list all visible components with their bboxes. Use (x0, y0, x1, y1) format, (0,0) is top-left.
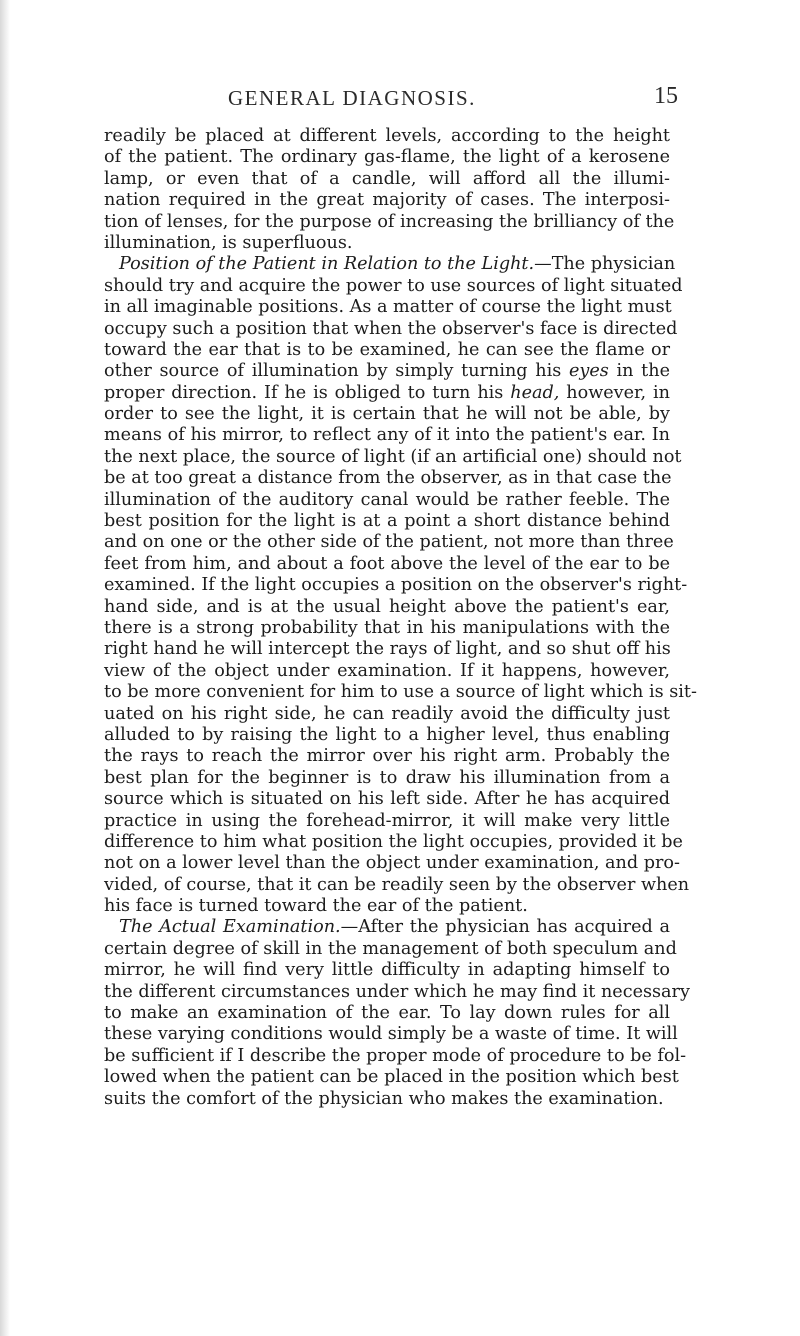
text-segment: proper direction. If he is obliged to turn his (104, 382, 511, 403)
text-segment: uated on his right side, he can readily avoid the difficulty just (104, 703, 670, 724)
text-line (104, 896, 670, 917)
text-segment: not on a lower level than the object under examination, and pro- (104, 853, 680, 874)
text-line (104, 917, 670, 938)
text-segment: mirror, he will find very little difficulty in adapting himself to (104, 960, 670, 981)
text-line (104, 297, 670, 318)
text-segment: tion of lenses, for the purpose of increasing the brilliancy of the (104, 211, 675, 232)
text-line (104, 768, 670, 789)
text-line (104, 704, 670, 725)
text-line (104, 211, 675, 233)
text-line (104, 1045, 687, 1067)
text-line (104, 575, 688, 596)
text-segment: view of the object under examination. If it happens, however, (104, 660, 670, 681)
text-segment: illumination of the auditory canal would be rather feeble. The (104, 489, 670, 510)
text-segment: be sufficient if I describe the proper mode of procedure to be fol- (104, 1045, 687, 1066)
text-segment: feet from him, and about a foot above the level of the ear to be (104, 553, 670, 574)
text-segment: —The physician (534, 254, 676, 275)
text-line (104, 1024, 678, 1045)
text-line (104, 404, 670, 425)
text-line (104, 874, 690, 896)
text-segment: —After the physician has acquired a (340, 917, 670, 938)
text-segment: right hand he will intercept the rays of light, and so shut off his (104, 639, 671, 660)
text-segment: vided, of course, that it can be readily seen by the observer when (104, 874, 690, 895)
text-segment: there is a strong probability that in his manipulations with the (104, 617, 670, 638)
text-segment: lamp, or even that of a candle, will afford all the illumi- (104, 168, 670, 189)
text-line (104, 938, 677, 960)
text-line (104, 1089, 670, 1110)
text-segment: toward the ear that is to be examined, he can see the flame or (104, 339, 670, 360)
text-line (104, 1067, 679, 1088)
text-line (104, 1003, 670, 1024)
text-segment: in the (608, 361, 670, 382)
text-segment: best plan for the beginner is to draw his illumination from a (104, 767, 670, 788)
text-line (104, 682, 697, 703)
text-line (104, 318, 678, 340)
italic-text: The Actual Examination. (119, 917, 341, 938)
text-line (104, 425, 670, 446)
text-segment: certain degree of skill in the management of both speculum and (104, 938, 677, 959)
text-segment: readily be placed at different levels, according to the height (104, 126, 670, 146)
text-line (104, 233, 670, 254)
text-line (104, 853, 680, 874)
text-segment: should try and acquire the power to use sources of light situated (104, 275, 683, 296)
page-number: 15 (654, 83, 678, 109)
text-line (104, 468, 670, 489)
text-line (104, 254, 676, 275)
text-line (104, 532, 674, 553)
text-segment: the next place, the source of light (if an artificial one) should not (104, 446, 682, 467)
text-segment: the different circumstances under which he may find it necessary (104, 981, 690, 1002)
text-segment: hand side, and is at the usual height above the patient's ear, (104, 596, 670, 617)
text-segment: other source of illumination by simply turning his (104, 361, 569, 382)
text-segment: suits the comfort of the physician who makes the examination. (104, 1088, 664, 1109)
text-line (104, 746, 670, 767)
text-segment: best position for the light is at a point a short distance behind (104, 511, 670, 532)
text-segment: lowed when the patient can be placed in the position which best (104, 1067, 679, 1088)
text-segment: in all imaginable positions. As a matter of course the light must (104, 297, 672, 318)
text-segment: means of his mirror, to reflect any of it into the patient's ear. In (104, 425, 670, 446)
text-line (104, 831, 683, 853)
text-segment: examined. If the light occupies a position on the observer's right- (104, 575, 688, 596)
text-segment: alluded to by raising the light to a higher level, thus enabling (104, 724, 670, 745)
page-edge-shadow (0, 0, 10, 1336)
text-segment: his face is turned toward the ear of the patient. (104, 896, 528, 917)
text-line (104, 597, 670, 618)
text-line (104, 960, 670, 981)
text-line (104, 275, 683, 297)
text-line (104, 725, 670, 746)
text-line (104, 126, 670, 147)
text-segment: and on one or the other side of the patient, not more than three (104, 532, 674, 553)
text-segment: occupy such a position that when the observer's face is directed (104, 318, 678, 339)
text-line (104, 811, 670, 832)
text-segment: source which is situated on his left side. After he has acquired (104, 789, 670, 810)
running-head: GENERAL DIAGNOSIS. (228, 86, 476, 110)
text-segment: to be more convenient for him to use a source of light which is sit- (104, 682, 697, 703)
italic-text: head, (510, 382, 560, 403)
text-line (104, 789, 670, 810)
text-segment: the rays to reach the mirror over his right arm. Probably the (104, 746, 670, 767)
text-line (104, 340, 670, 361)
text-segment: of the patient. The ordinary gas-flame, the light of a kerosene (104, 147, 670, 168)
text-line (104, 169, 670, 190)
text-line (104, 361, 670, 382)
italic-text: eyes (568, 361, 609, 382)
text-line (104, 639, 670, 660)
text-segment: difference to him what position the light occupies, provided it be (104, 831, 683, 852)
text-line (104, 490, 670, 511)
text-line (104, 383, 670, 404)
text-line (104, 618, 670, 639)
text-segment: to make an examination of the ear. To lay down rules for all (104, 1003, 670, 1024)
text-line (104, 511, 670, 532)
text-segment: illumination, is superfluous. (104, 232, 353, 253)
text-segment: practice in using the forehead-mirror, it will make very little (104, 810, 670, 831)
text-segment: be at too great a distance from the observer, as in that case the (104, 468, 672, 489)
text-segment: however, in (559, 382, 670, 403)
text-line (104, 554, 670, 575)
text-line (104, 147, 670, 168)
text-line (104, 190, 670, 211)
text-segment: nation required in the great majority of cases. The interposi- (104, 190, 670, 211)
text-line (104, 661, 670, 682)
text-segment: these varying conditions would simply be a waste of time. It will (104, 1024, 678, 1045)
text-line (104, 446, 682, 468)
italic-text: Position of the Patient in Relation to the Light. (119, 254, 535, 275)
text-segment: order to see the light, it is certain that he will not be able, by (104, 404, 670, 425)
body-text (104, 126, 697, 1110)
text-line (104, 981, 690, 1003)
